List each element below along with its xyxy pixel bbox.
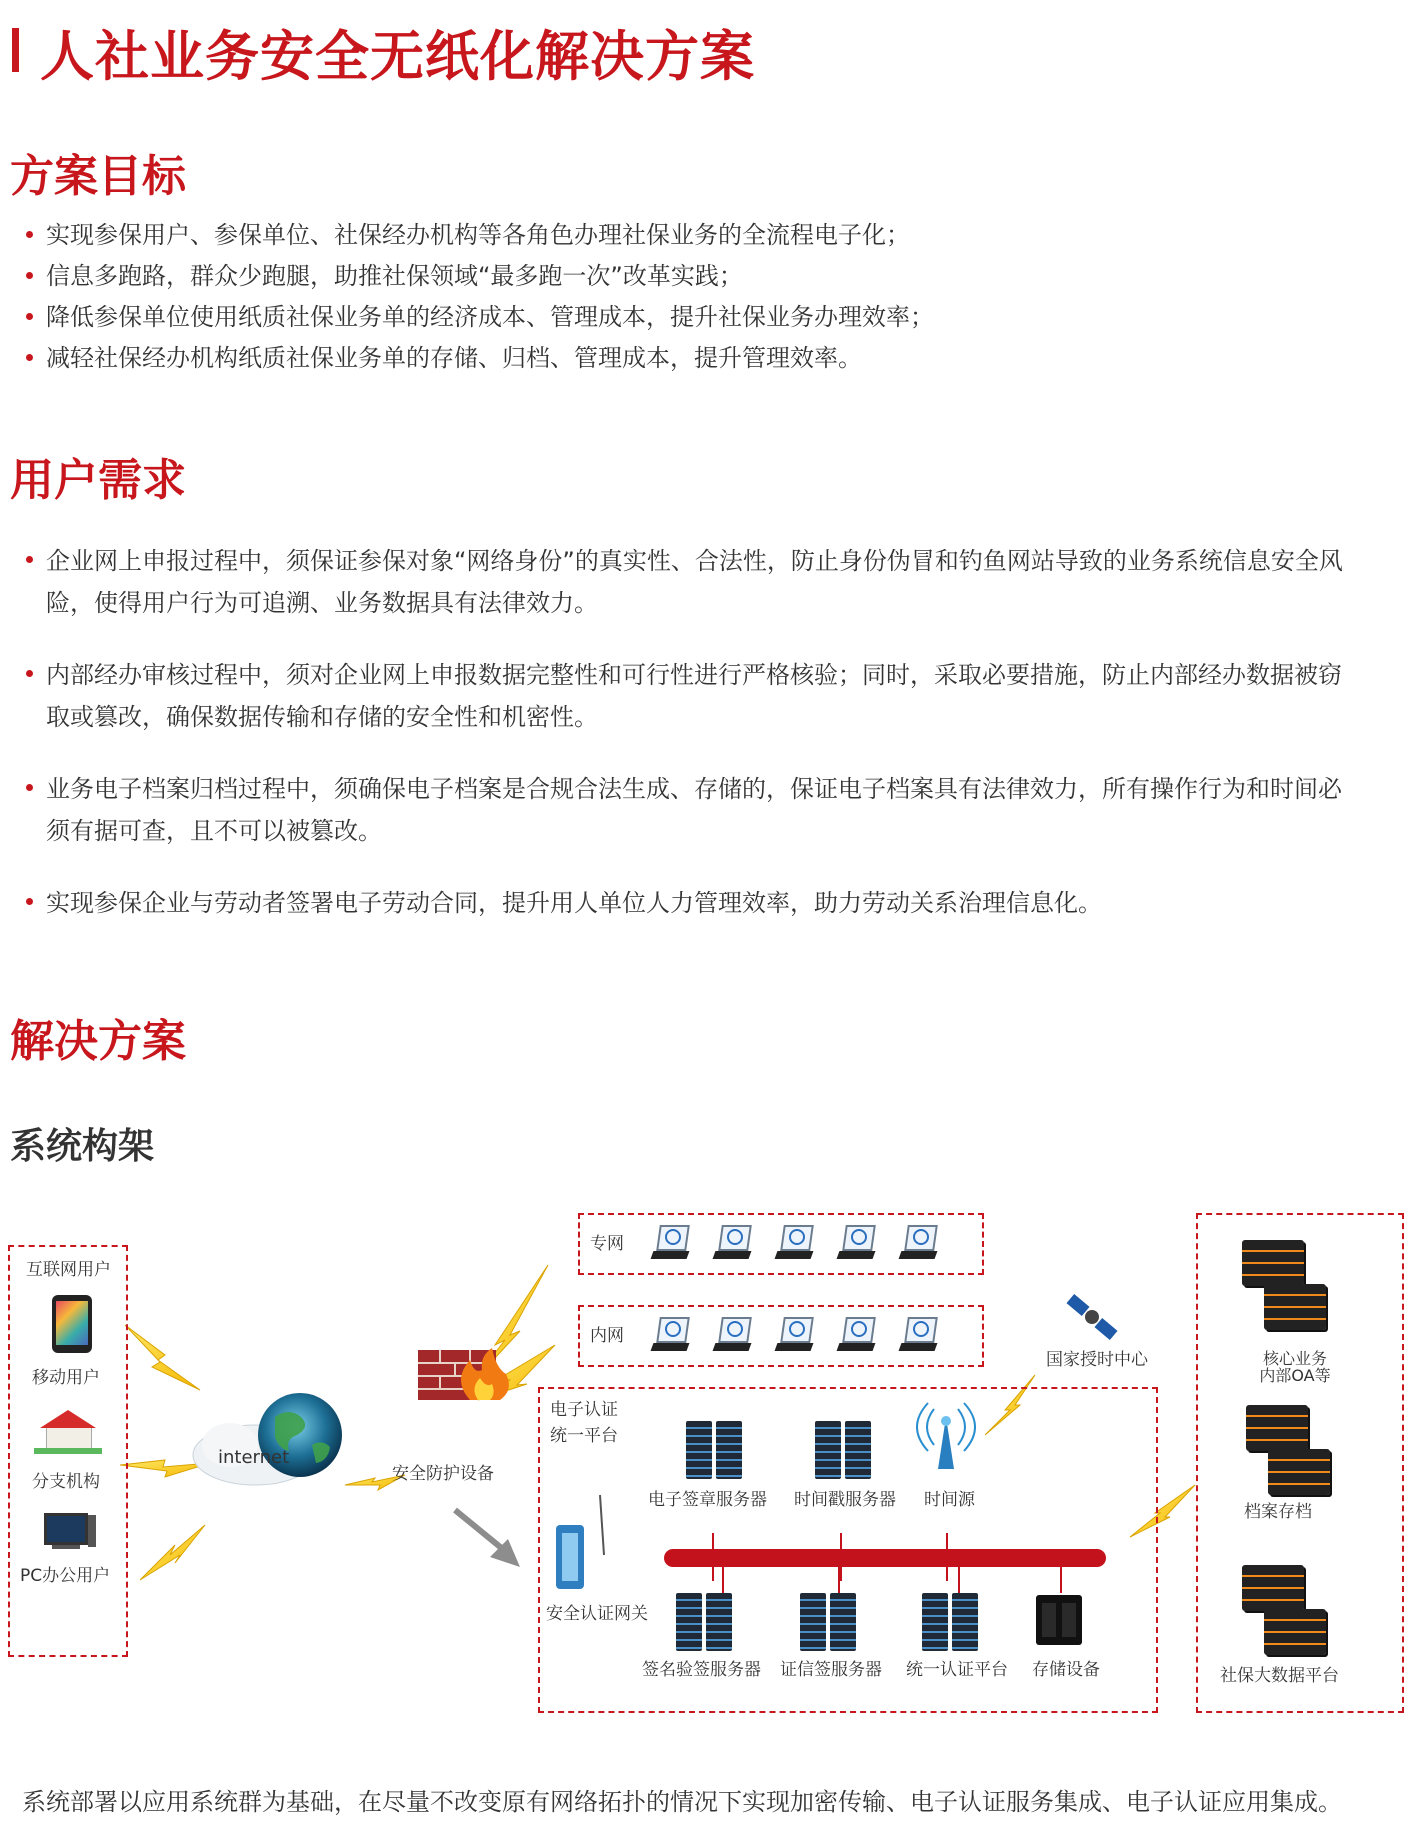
server-icon [686,1421,746,1479]
list-item: 内部经办审核过程中，须对企业网上申报数据完整性和可行性进行严格核验；同时，采取必要措施，防止内部经办数据被窃取或篡改，确保数据传输和存储的安全性和机密性。 [20,654,1356,738]
terminal-icon [774,1315,814,1355]
private-network-terminals [650,1223,970,1265]
business-core-line1: 核心业务 [1262,1349,1327,1368]
platform-title-line1: 电子认证 [550,1400,618,1420]
business-core-line2: 内部OA等 [1259,1366,1331,1385]
terminal-icon [898,1223,938,1263]
server-icon [676,1593,736,1651]
platform-top-item-timestamp: 时间戳服务器 [794,1490,896,1510]
internet-users-title: 互联网用户 [26,1260,111,1280]
platform-top-item-timesource: 时间源 [924,1490,975,1510]
business-item-core [1240,1350,1350,1384]
terminal-icon [898,1315,938,1355]
section-heading-solution: 解决方案 [10,1016,186,1067]
bolt-pc-internet [140,1525,205,1580]
business-item-bigdata: 社保大数据平台 [1220,1666,1339,1686]
goals-list [20,215,1380,379]
platform-bus-bar [664,1549,1106,1567]
terminal-icon [836,1223,876,1263]
platform-bottom-item-cert: 证信签服务器 [780,1660,882,1680]
server-icon [922,1593,982,1651]
internet-cloud-icon [193,1393,342,1485]
platform-title-line2: 统一平台 [550,1426,618,1446]
platform-top-item-esign: 电子签章服务器 [648,1490,767,1510]
page-title: 人社业务安全无纸化解决方案 [40,25,755,88]
section-heading-goals: 方案目标 [10,151,186,202]
list-item: 信息多跑路，群众少跑腿，助推社保领域“最多跑一次”改革实践； [20,256,1380,297]
subheading-architecture: 系统构架 [10,1126,155,1167]
gateway-label: 安全认证网关 [546,1604,648,1624]
terminal-icon [836,1315,876,1355]
section-heading-needs: 用户需求 [10,455,186,506]
business-item-archive: 档案存档 [1244,1502,1312,1522]
platform-bottom-item-storage: 存储设备 [1032,1660,1100,1680]
satellite-icon [1066,1294,1117,1340]
list-item: 业务电子档案归档过程中，须确保电子档案是合规合法生成、存储的，保证电子档案具有法律效力，所有操作行为和时间必须有据可查，且不可以被篡改。 [20,768,1356,852]
server-rack-icon [1242,1240,1328,1336]
terminal-icon [774,1223,814,1263]
internet-users-item-mobile: 移动用户 [32,1368,100,1388]
platform-bottom-item-unified-auth: 统一认证平台 [906,1660,1008,1680]
firewall-label: 安全防护设备 [392,1464,494,1484]
time-center-label: 国家授时中心 [1046,1350,1148,1370]
server-icon [815,1421,875,1479]
needs-list [20,540,1380,954]
list-item: 减轻社保经办机构纸质社保业务单的存储、归档、管理成本，提升管理效率。 [20,338,1380,379]
terminal-icon [712,1223,752,1263]
list-item: 企业网上申报过程中，须保证参保对象“网络身份”的真实性、合法性，防止身份伪冒和钓鱼网站导致的业务系统信息安全风险，使得用户行为可追溯、业务数据具有法律效力。 [20,540,1356,624]
pc-desktop-icon [44,1513,96,1551]
terminal-icon [650,1223,690,1263]
architecture-diagram [0,1195,1412,1755]
server-icon [800,1593,860,1651]
intranet-label: 内网 [590,1326,624,1346]
footer-note: 系统部署以应用系统群为基础，在尽量不改变原有网络拓扑的情况下实现加密传输、电子认证服务集成、电子认证应用集成。 [22,1788,1342,1816]
intranet-terminals [650,1315,970,1357]
internet-label: internet [218,1447,290,1468]
title-accent-bar [12,28,19,72]
internet-users-item-branch: 分支机构 [32,1472,100,1492]
list-item: 实现参保用户、参保单位、社保经办机构等各角色办理社保业务的全流程电子化； [20,215,1380,256]
arrow-firewall-gateway [455,1510,520,1567]
firewall-icon [418,1348,509,1400]
private-network-label: 专网 [590,1234,624,1254]
terminal-icon [650,1315,690,1355]
internet-users-item-pc: PC办公用户 [20,1566,111,1586]
list-item: 降低参保单位使用纸质社保业务单的经济成本、管理成本，提升社保业务办理效率； [20,297,1380,338]
mobile-phone-icon [52,1295,92,1353]
terminal-icon [712,1315,752,1355]
storage-device-icon [1036,1595,1082,1645]
list-item: 实现参保企业与劳动者签署电子劳动合同，提升用人单位人力管理效率，助力劳动关系治理信息化。 [20,882,1356,924]
platform-bottom-item-verify: 签名验签服务器 [642,1660,761,1680]
bolt-mobile-internet [125,1325,200,1390]
server-rack-icon [1242,1565,1328,1661]
branch-building-icon [40,1410,96,1450]
server-rack-icon [1246,1405,1332,1501]
